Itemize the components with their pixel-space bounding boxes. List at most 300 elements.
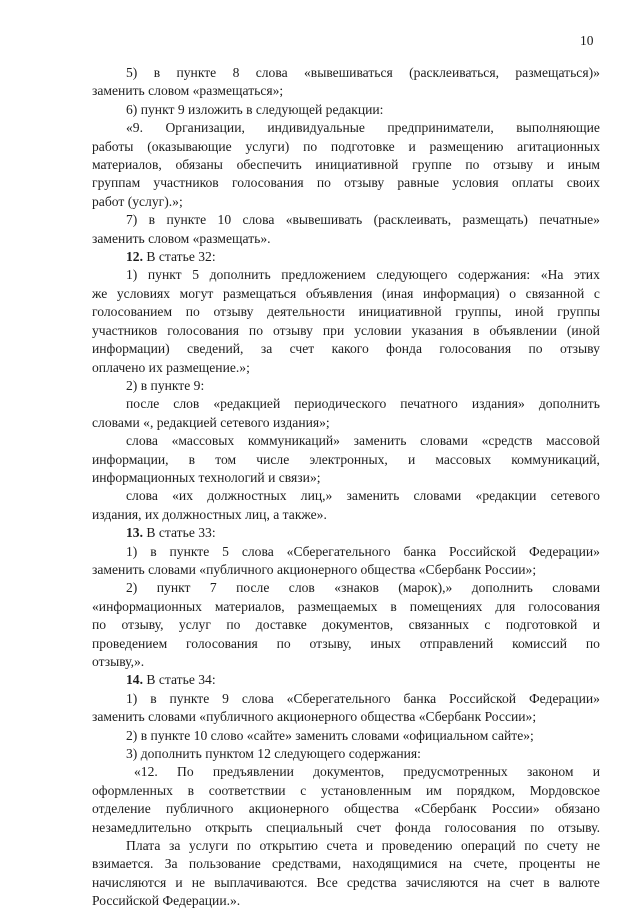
word: 1) — [126, 267, 138, 283]
word: массовых — [435, 451, 492, 467]
word: инициативной — [315, 157, 399, 173]
word: и — [365, 838, 374, 854]
word: по — [276, 635, 291, 651]
word: (марок),» — [398, 580, 453, 596]
word: периодического — [294, 396, 387, 412]
word: услуг — [178, 617, 211, 633]
word: по — [465, 157, 480, 173]
word: пункте — [166, 212, 207, 228]
text-line — [92, 469, 600, 487]
section-number: 13. — [126, 525, 143, 541]
text-line — [92, 377, 600, 395]
word: коммуникаций» — [247, 433, 340, 449]
word: подготовке — [330, 138, 395, 154]
word: группам — [92, 175, 141, 191]
word: средствами, — [272, 856, 342, 872]
word: отделение — [92, 801, 151, 817]
word: не — [586, 856, 600, 872]
text-line — [92, 432, 600, 450]
text-line — [92, 561, 600, 579]
word: Мордовское — [529, 782, 600, 798]
text-line — [92, 303, 600, 321]
text-line — [92, 359, 600, 377]
word: За — [164, 856, 178, 872]
word: указания — [411, 322, 463, 338]
word: словами — [552, 580, 600, 596]
word: в — [543, 874, 550, 890]
word: по — [236, 838, 251, 854]
word: «12. — [134, 764, 158, 780]
word: и — [175, 874, 183, 890]
word: с — [593, 285, 600, 301]
word: доставке — [255, 617, 307, 633]
word: соответствии — [208, 782, 286, 798]
word: порядком, — [456, 782, 516, 798]
word: голосованием — [92, 304, 173, 320]
word: иных — [370, 635, 401, 651]
word: банка — [403, 543, 437, 559]
text-line — [92, 230, 600, 248]
word: по — [585, 635, 600, 651]
text-line — [92, 451, 600, 469]
text-line — [92, 119, 600, 137]
word: предложением — [281, 267, 366, 283]
word: по — [528, 341, 543, 357]
word: проведением — [92, 635, 168, 651]
word: в — [150, 690, 157, 706]
word: и — [592, 617, 600, 633]
word: после — [236, 580, 270, 596]
word: отзыву — [493, 157, 534, 173]
word: начисляются — [92, 874, 167, 890]
word: и — [546, 157, 554, 173]
line-text: информационных технологий и связи»; — [92, 469, 321, 485]
word: голосования — [528, 598, 600, 614]
word: подготовкой — [505, 617, 578, 633]
word: своих — [566, 175, 600, 191]
word: по — [226, 617, 241, 633]
word: обязано — [554, 801, 600, 817]
word: слова — [241, 690, 274, 706]
word: коммуникаций, — [511, 451, 600, 467]
word: проведению — [381, 838, 453, 854]
text-line — [92, 82, 600, 100]
line-text: заменить словом «размещаться»; — [92, 83, 284, 99]
word: размещаться — [223, 285, 297, 301]
word: с — [484, 617, 491, 633]
line-text: заменить словами «публичного акционерного общества «Сбербанк России»; — [92, 561, 537, 577]
word: заменить — [346, 488, 400, 504]
word: отзыву, — [121, 617, 164, 633]
text-line — [92, 285, 600, 303]
word: могут — [179, 285, 214, 301]
word: пункте — [169, 690, 210, 706]
word: слов — [288, 580, 315, 596]
section-number: 12. — [126, 249, 143, 265]
word: «вывешивать — [285, 212, 363, 228]
word: не — [191, 874, 206, 890]
word: за — [260, 341, 273, 357]
word: средства — [346, 874, 397, 890]
text-line — [92, 782, 600, 800]
word: «вывешиваться — [303, 65, 393, 80]
word: взимается. — [92, 856, 154, 872]
line-text: Российской Федерации.». — [92, 893, 241, 909]
word: голосования — [439, 341, 512, 357]
word: операций — [460, 838, 516, 854]
word: по — [92, 617, 107, 633]
word: печатные» — [539, 212, 600, 228]
word: счету — [546, 838, 579, 854]
word: на — [487, 874, 501, 890]
word: Плата — [126, 838, 161, 854]
word: помещениях — [409, 598, 483, 614]
word: услуги — [188, 838, 229, 854]
word: по — [248, 322, 263, 338]
word: заменить — [353, 433, 407, 449]
word: акционерного — [248, 801, 329, 817]
text-line — [92, 524, 600, 542]
word: предусмотренных — [403, 764, 508, 780]
text-line — [92, 671, 600, 689]
word: условиях — [116, 285, 171, 301]
word: 5 — [222, 543, 229, 559]
word: отзыву, — [309, 635, 352, 651]
word: работы — [92, 138, 134, 154]
word: оплаты — [511, 175, 554, 191]
word: условия — [452, 175, 499, 191]
word: на — [448, 856, 463, 872]
text-line — [92, 487, 600, 505]
document-body — [92, 64, 600, 911]
line-text: словами «, редакцией сетевого издания»; — [92, 414, 330, 430]
word: в — [472, 322, 480, 338]
text-line — [92, 708, 600, 726]
word: общества — [344, 801, 399, 817]
text-line — [92, 101, 600, 119]
word: пункт — [147, 267, 182, 283]
word: размещаемых — [297, 598, 378, 614]
word: и — [408, 138, 416, 154]
text-line — [92, 800, 600, 818]
text-line — [92, 690, 600, 708]
page-number: 10 — [580, 33, 594, 48]
word: для — [495, 598, 516, 614]
word: отзыву — [213, 304, 254, 320]
word: слова — [126, 433, 158, 449]
word: лиц,» — [300, 488, 333, 504]
word: Федерации» — [528, 690, 600, 706]
word: этих — [574, 267, 600, 283]
word: о — [509, 285, 517, 301]
text-line — [92, 616, 600, 634]
word: счета — [326, 838, 358, 854]
word: в — [390, 598, 397, 614]
word: законом — [526, 764, 574, 780]
line-text: отзыву,». — [92, 654, 145, 669]
word: «На — [540, 267, 564, 283]
word: участников — [92, 322, 158, 338]
word: валюте — [558, 874, 600, 890]
word: деятельности — [267, 304, 345, 320]
word: «редакции — [475, 488, 537, 504]
word: слова — [255, 65, 288, 80]
word: (оказывающие — [147, 138, 232, 154]
word: находящимися — [352, 856, 438, 872]
word: сетевого — [550, 488, 600, 504]
word: размещению — [429, 138, 504, 154]
word: по — [316, 175, 331, 191]
word: обязаны — [175, 157, 223, 173]
word: специальный — [266, 819, 343, 835]
word: размещать) — [462, 212, 528, 228]
word: том — [215, 451, 237, 467]
word: фонда — [386, 341, 423, 357]
line-text: издания, их должностных лиц, а также». — [92, 506, 327, 522]
word: России» — [491, 801, 540, 817]
word: зачисляются — [405, 874, 479, 890]
word: Все — [316, 874, 338, 890]
word: в — [188, 451, 196, 467]
word: материалов, — [214, 598, 285, 614]
word: словами — [420, 433, 468, 449]
word: при — [322, 322, 345, 338]
word: комиссий — [512, 635, 568, 651]
word: отзыву — [272, 322, 313, 338]
word: и — [407, 451, 416, 467]
word: обеспечить — [236, 157, 302, 173]
text-line — [92, 266, 600, 284]
word: же — [92, 285, 108, 301]
text-line — [92, 653, 600, 671]
word: документов, — [322, 617, 394, 633]
text-line — [92, 340, 600, 358]
word: с — [300, 782, 307, 798]
word: дополнить — [471, 580, 533, 596]
line-text: заменить словом «размещать». — [92, 230, 271, 246]
text-line — [92, 193, 600, 211]
word: банка — [403, 690, 437, 706]
word: печатного — [400, 396, 458, 412]
word: размещаться)» — [515, 65, 600, 80]
word: связанной — [525, 285, 585, 301]
text-line — [92, 874, 600, 892]
text-line — [92, 322, 600, 340]
word: 5 — [192, 267, 199, 283]
line-text: оплачено их размещение.»; — [92, 359, 250, 375]
word: пункте — [169, 543, 210, 559]
word: «Сбербанк — [414, 801, 477, 817]
word: в — [187, 782, 195, 798]
word: (расклеиваться, — [409, 65, 499, 80]
word: по — [524, 838, 539, 854]
word: голосования — [167, 322, 239, 338]
word: пользование — [188, 856, 261, 872]
line-text: В статье 33: — [143, 525, 216, 541]
text-line — [92, 138, 600, 156]
text-line — [92, 506, 600, 524]
word: открыть — [205, 819, 253, 835]
text-line — [92, 211, 600, 229]
text-line — [92, 727, 600, 745]
word: по — [303, 138, 318, 154]
word: числе — [256, 451, 290, 467]
word: по — [530, 819, 545, 835]
word: Российской — [449, 690, 517, 706]
word: агитационных — [517, 138, 600, 154]
word: «массовых — [171, 433, 235, 449]
word: в — [150, 543, 157, 559]
word: должностных — [207, 488, 287, 504]
word: 1) — [126, 543, 138, 559]
word: иным — [567, 157, 600, 173]
word: связанных — [408, 617, 470, 633]
word: 7) — [126, 212, 138, 228]
word: отзыву — [344, 175, 385, 191]
text-line — [92, 156, 600, 174]
word: электронных, — [309, 451, 388, 467]
text-line — [92, 598, 600, 616]
word: выполняющие — [516, 120, 600, 136]
word: фонда — [395, 819, 431, 835]
word: 2) — [126, 580, 138, 596]
word: группы — [557, 304, 600, 320]
word: голосования — [444, 819, 517, 835]
text-line — [92, 855, 600, 873]
text-line — [92, 819, 600, 837]
word: счет — [289, 341, 315, 357]
word: массовой — [546, 433, 600, 449]
word: отправлений — [419, 635, 494, 651]
word: содержания: — [458, 267, 531, 283]
text-line — [92, 395, 600, 413]
word: словами — [413, 488, 462, 504]
word: «Сберегательного — [286, 543, 391, 559]
word: отзыву. — [557, 819, 600, 835]
word: в — [153, 65, 161, 80]
word: «9. — [126, 120, 143, 136]
word: счет — [509, 874, 535, 890]
word: инициативной — [358, 304, 442, 320]
word: «знаков — [334, 580, 379, 596]
word: «Сберегательного — [286, 690, 391, 706]
section-number: 14. — [126, 672, 143, 688]
word: слова — [126, 488, 158, 504]
word: «редакцией — [213, 396, 281, 412]
word: сведений, — [187, 341, 244, 357]
word: счете, — [473, 856, 508, 872]
word: индивидуальные — [267, 120, 365, 136]
line-text: 2) в пункте 9: — [126, 377, 205, 393]
text-line — [92, 892, 600, 910]
word: слов — [173, 396, 200, 412]
word: объявлении — [489, 322, 557, 338]
text-line — [92, 837, 600, 855]
word: «информационных — [92, 598, 202, 614]
word: им — [426, 782, 442, 798]
word: По — [177, 764, 194, 780]
word: 10 — [217, 212, 232, 228]
word: информации) — [92, 341, 170, 357]
word: 5) — [126, 65, 138, 80]
word: дополнить — [209, 267, 271, 283]
word: слова — [242, 212, 275, 228]
word: Организации, — [165, 120, 245, 136]
line-text: 3) дополнить пунктом 12 следующего содержания: — [126, 746, 421, 762]
word: следующего — [376, 267, 448, 283]
text-line — [92, 763, 600, 781]
word: незамедлительно — [92, 819, 192, 835]
word: условии — [354, 322, 402, 338]
word: «средств — [481, 433, 533, 449]
line-text: заменить словами «публичного акционерного общества «Сбербанк России»; — [92, 709, 537, 725]
word: не — [586, 838, 600, 854]
text-line — [92, 579, 600, 597]
word: по — [185, 304, 200, 320]
line-text: В статье 34: — [143, 672, 216, 688]
word: и — [592, 764, 600, 780]
word: голосования — [231, 175, 304, 191]
line-text: работ (услуг).»; — [92, 193, 183, 209]
word: предприниматели, — [387, 120, 494, 136]
word: предъявлении — [212, 764, 294, 780]
word: пункт — [156, 580, 191, 596]
word: пункте — [176, 65, 217, 80]
text-line — [92, 414, 600, 432]
word: в — [148, 212, 156, 228]
word: документов, — [313, 764, 385, 780]
word: 9 — [222, 690, 229, 706]
text-line — [92, 635, 600, 653]
word: информации, — [92, 451, 169, 467]
text-line — [92, 745, 600, 763]
word: дополнить — [538, 396, 600, 412]
word: издания» — [471, 396, 525, 412]
word: группе — [412, 157, 452, 173]
word: (иная — [382, 285, 414, 301]
text-line — [92, 543, 600, 561]
word: (расклеивать, — [373, 212, 452, 228]
word: Федерации» — [528, 543, 600, 559]
word: слова — [241, 543, 274, 559]
word: оформленных — [92, 782, 173, 798]
word: 7 — [209, 580, 217, 596]
word: равные — [397, 175, 440, 191]
word: участников — [153, 175, 219, 191]
word: 1) — [126, 690, 138, 706]
text-line — [92, 174, 600, 192]
word: (иной — [566, 322, 600, 338]
word: Российской — [449, 543, 517, 559]
text-line — [92, 64, 600, 82]
word: проценты — [518, 856, 576, 872]
word: установленным — [320, 782, 412, 798]
word: какого — [331, 341, 369, 357]
word: после — [126, 396, 160, 412]
word: иной — [515, 304, 544, 320]
line-text: В статье 32: — [143, 249, 216, 265]
word: публичного — [165, 801, 234, 817]
word: материалов, — [92, 157, 162, 173]
word: счет — [356, 819, 382, 835]
word: 8 — [232, 65, 240, 80]
word: открытию — [259, 838, 318, 854]
word: группы, — [455, 304, 502, 320]
word: информация) — [423, 285, 500, 301]
word: услуги) — [245, 138, 290, 154]
word: «их — [172, 488, 193, 504]
word: объявления — [305, 285, 373, 301]
